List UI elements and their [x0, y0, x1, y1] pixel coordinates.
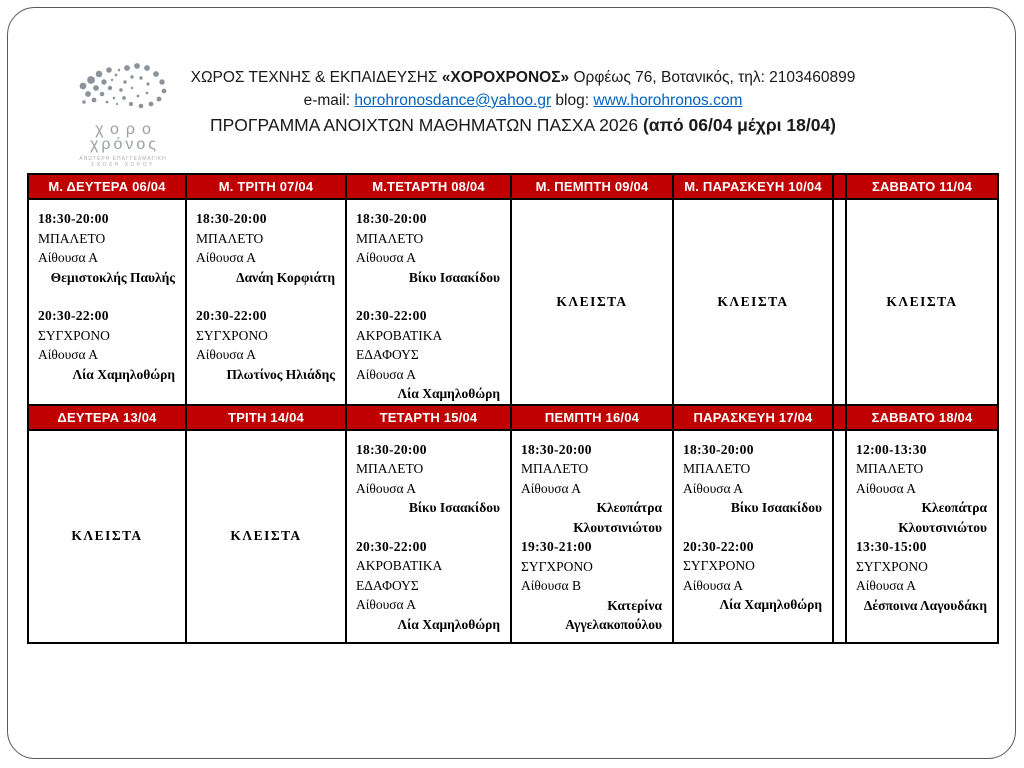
week1-header-fri: Μ. ΠΑΡΑΣΚΕΥΗ 10/04: [673, 174, 833, 199]
day-cell-tue-1404: [186, 430, 346, 643]
session-time: 20:30-22:00: [356, 308, 427, 323]
session-class: ΜΠΑΛΕΤΟ: [683, 461, 751, 476]
session-2: [521, 537, 664, 635]
session-room: Αίθουσα Β: [521, 578, 582, 593]
week1-header-row: [28, 174, 998, 199]
week1-header-thu: Μ. ΠΕΜΠΤΗ 09/04: [511, 174, 673, 199]
session-time: 18:30-20:00: [38, 211, 109, 226]
day-cell-fri-1704: [673, 430, 833, 643]
session-room: Αίθουσα Α: [856, 480, 917, 496]
week1-header-tue: Μ. ΤΡΙΤΗ 07/04: [186, 174, 346, 199]
day-cell-sat-1804: [846, 430, 998, 643]
session-class: ΑΚΡΟΒΑΤΙΚΑ ΕΔΑΦΟΥΣ: [356, 327, 442, 362]
week2-header-fri: ΠΑΡΑΣΚΕΥΗ 17/04: [673, 405, 833, 430]
week2-header-mon: ΔΕΥΤΕΡΑ 13/04: [28, 405, 186, 430]
logo-word-xronos: χρόνος: [89, 136, 159, 153]
session-teacher: Βίκυ Ισαακίδου: [408, 269, 500, 285]
session-time: 18:30-20:00: [683, 441, 754, 457]
session-class: ΜΠΑΛΕΤΟ: [356, 461, 424, 476]
session-class: ΣΥΓΧΡΟΝΟ: [856, 558, 928, 574]
session-time: 13:30-15:00: [856, 539, 927, 554]
session-time: 18:30-20:00: [196, 211, 267, 226]
session-2: [683, 537, 824, 615]
logo-dots-icon: [69, 58, 177, 122]
blog-link[interactable]: www.horohronos.com: [593, 92, 743, 109]
session-class: ΜΠΑΛΕΤΟ: [38, 230, 106, 246]
session-1: [521, 440, 664, 538]
session-room: Αίθουσα Α: [856, 578, 917, 593]
session-room: Αίθουσα Α: [196, 250, 257, 265]
day-cell-thu-1604: [511, 430, 673, 643]
logo-tagline-1: ΑΝΩΤΕΡΗ ΕΠΑΓΓΕΛΜΑΤΙΚΗ: [79, 156, 167, 162]
page-title: [178, 112, 868, 138]
session-room: Αίθουσα Α: [356, 250, 417, 265]
header-line-contacts: [178, 89, 868, 112]
session-class: ΜΠΑΛΕΤΟ: [856, 461, 924, 476]
session-teacher: Πλωτίνος Ηλιάδης: [226, 366, 335, 382]
school-logo: [64, 58, 182, 168]
session-teacher: Κατερίνα Αγγελακοπούλου: [565, 597, 662, 632]
session-time: 20:30-22:00: [683, 538, 754, 554]
session-room: Αίθουσα Α: [683, 480, 744, 496]
program-title-text: ΠΡΟΓΡΑΜΜΑ ΑΝΟΙΧΤΩΝ ΜΑΘΗΜΑΤΩΝ ΠΑΣΧΑ 2026: [209, 115, 643, 135]
session-time: 18:30-20:00: [356, 211, 427, 226]
session-1: [196, 209, 337, 287]
header-school-type: ΧΩΡΟΣ ΤΕΧΝΗΣ & ΕΚΠΑΙΔΕΥΣΗΣ: [190, 69, 442, 86]
session-class: ΜΠΑΛΕΤΟ: [196, 230, 264, 246]
session-1: [356, 440, 502, 518]
schedule-table: [27, 173, 999, 644]
session-2: [856, 537, 989, 615]
session-time: 20:30-22:00: [196, 308, 267, 323]
week2-body-row: [28, 430, 998, 643]
week2-header-thu: ΠΕΜΠΤΗ 16/04: [511, 405, 673, 430]
session-room: Αίθουσα Α: [38, 250, 99, 265]
session-2: [196, 306, 337, 384]
day-cell-wed-1504: [346, 430, 511, 643]
session-class: ΜΠΑΛΕΤΟ: [356, 230, 424, 246]
session-room: Αίθουσα Α: [683, 577, 744, 593]
session-time: 20:30-22:00: [38, 308, 109, 323]
header-line-address: [178, 66, 868, 89]
day-cell-mon-1304: [28, 430, 186, 643]
session-time: 19:30-21:00: [521, 539, 592, 554]
day-cell-fri-1004: [673, 199, 833, 405]
week1-header-mon: Μ. ΔΕΥΤΕΡΑ 06/04: [28, 174, 186, 199]
session-time: 20:30-22:00: [356, 538, 427, 554]
session-teacher: Λία Χαμηλοθώρη: [719, 597, 822, 612]
session-2: [38, 306, 177, 384]
program-date-range: (από 06/04 μέχρι 18/04): [642, 115, 837, 135]
session-time: 18:30-20:00: [356, 441, 427, 457]
spacer-cell-week1: [833, 199, 846, 405]
session-room: Αίθουσα Α: [356, 366, 417, 382]
session-class: ΣΥΓΧΡΟΝΟ: [521, 558, 593, 574]
session-room: Αίθουσα Α: [521, 480, 582, 496]
closed-label: ΚΛΕΙΣΤΑ: [230, 528, 302, 543]
spacer-header-week2: [833, 405, 846, 430]
spacer-cell-week2: [833, 430, 846, 643]
session-1: [856, 440, 989, 538]
page-header: [178, 66, 868, 138]
session-2: [356, 306, 502, 404]
session-teacher: Λία Χαμηλοθώρη: [72, 366, 175, 382]
session-teacher: Βίκυ Ισαακίδου: [730, 500, 822, 515]
session-time: 12:00-13:30: [856, 441, 927, 457]
session-teacher: Βίκυ Ισαακίδου: [408, 500, 500, 515]
session-teacher: Κλεοπάτρα Κλουτσινιώτου: [898, 500, 987, 535]
session-class: ΣΥΓΧΡΟΝΟ: [38, 327, 110, 343]
week2-header-wed: ΤΕΤΑΡΤΗ 15/04: [346, 405, 511, 430]
week1-body-row: [28, 199, 998, 405]
closed-label: ΚΛΕΙΣΤΑ: [71, 528, 143, 543]
day-cell-tue-0704: [186, 199, 346, 405]
session-room: Αίθουσα Α: [38, 347, 99, 362]
header-address: Ορφέως 76, Βοτανικός, τηλ: 2103460899: [569, 69, 856, 86]
closed-label: ΚΛΕΙΣΤΑ: [886, 293, 958, 309]
closed-label: ΚΛΕΙΣΤΑ: [717, 293, 789, 309]
week2-header-sat: ΣΑΒΒΑΤΟ 18/04: [846, 405, 998, 430]
session-teacher: Κλεοπάτρα Κλουτσινιώτου: [573, 500, 662, 535]
session-1: [356, 209, 502, 287]
session-class: ΣΥΓΧΡΟΝΟ: [196, 327, 268, 343]
week2-header-row: [28, 405, 998, 430]
session-room: Αίθουσα Α: [356, 480, 417, 496]
session-time: 18:30-20:00: [521, 441, 592, 457]
closed-label: ΚΛΕΙΣΤΑ: [556, 293, 628, 309]
session-teacher: Δέσποινα Λαγουδάκη: [863, 597, 987, 613]
email-link[interactable]: horohronosdance@yahoo.gr: [354, 92, 552, 109]
session-teacher: Λία Χαμηλοθώρη: [397, 386, 500, 401]
session-teacher: Θεμιστοκλής Παυλής: [50, 269, 175, 285]
session-teacher: Δανάη Κορφιάτη: [236, 269, 335, 285]
logo-word-xoro: χορο: [95, 121, 158, 138]
session-1: [38, 209, 177, 287]
email-label: e-mail:: [303, 92, 351, 109]
session-room: Αίθουσα Α: [196, 347, 257, 362]
week2-header-tue: ΤΡΙΤΗ 14/04: [186, 405, 346, 430]
week1-header-wed: Μ.ΤΕΤΑΡΤΗ 08/04: [346, 174, 511, 199]
day-cell-wed-0804: [346, 199, 511, 405]
session-2: [356, 537, 502, 635]
session-room: Αίθουσα Α: [356, 597, 417, 612]
blog-label: blog:: [555, 92, 590, 109]
session-class: ΜΠΑΛΕΤΟ: [521, 461, 589, 476]
week1-header-sat: ΣΑΒΒΑΤΟ 11/04: [846, 174, 998, 199]
spacer-header-week1: [833, 174, 846, 199]
session-teacher: Λία Χαμηλοθώρη: [397, 616, 500, 632]
header-school-name: «ΧΟΡΟΧΡΟΝΟΣ»: [441, 69, 570, 86]
session-class: ΣΥΓΧΡΟΝΟ: [683, 558, 755, 573]
day-cell-sat-1104: [846, 199, 998, 405]
day-cell-thu-0904: [511, 199, 673, 405]
session-class: ΑΚΡΟΒΑΤΙΚΑ ΕΔΑΦΟΥΣ: [356, 558, 442, 593]
logo-tagline-2: ΣΧΟΛΗ ΧΟΡΟΥ: [91, 162, 155, 168]
session-1: [683, 440, 824, 518]
day-cell-mon-0604: [28, 199, 186, 405]
